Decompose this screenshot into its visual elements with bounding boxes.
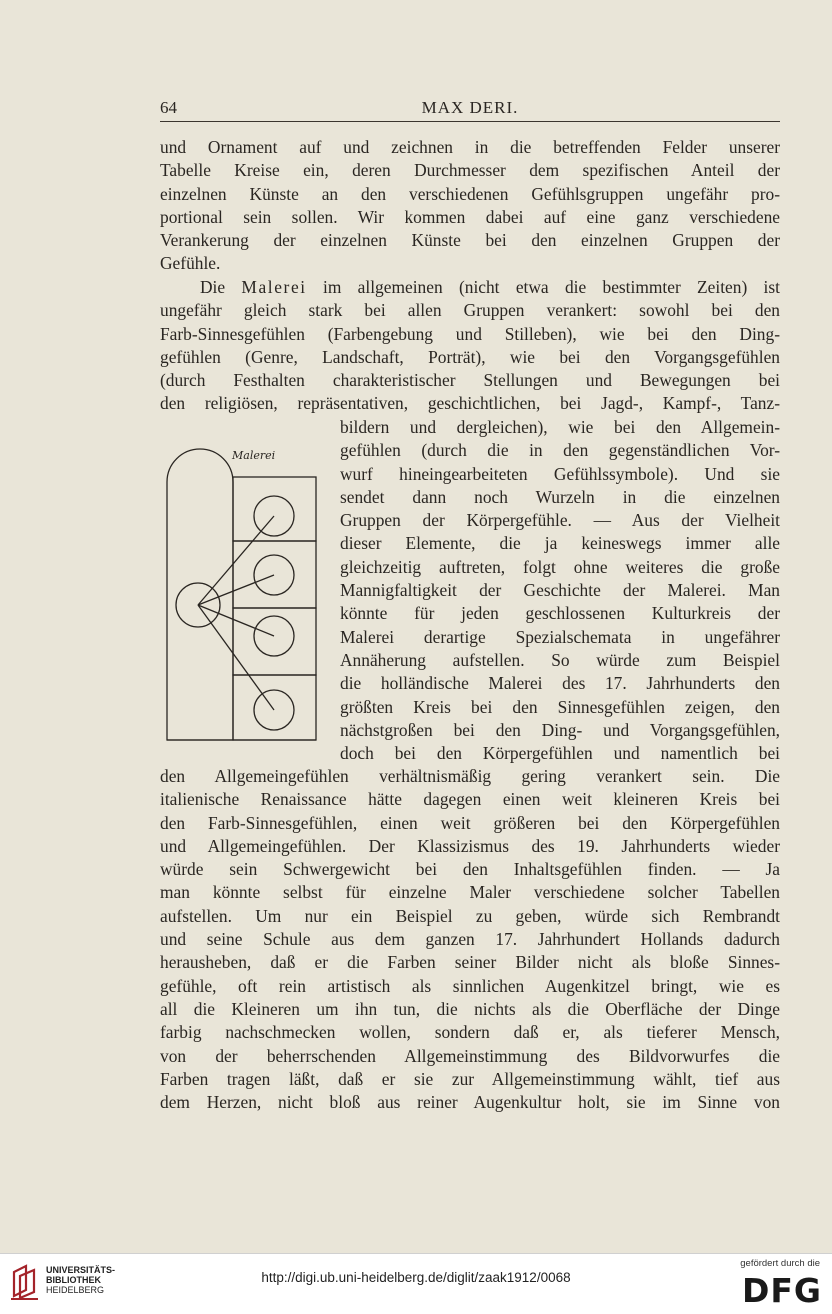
grid-cell-3 xyxy=(233,608,316,675)
text-line: einzelnen Künste an den verschiedenen Gefühlsgruppen ungefähr pro- xyxy=(160,183,780,204)
text-line: größten Kreis bei den Sinnesgefühlen zeigen, den xyxy=(340,696,780,717)
text-line: und seine Schule aus dem ganzen 17. Jahrhundert Hollands dadurch xyxy=(160,929,780,950)
text-line: und Allgemeingefühlen. Der Klassizismus des 19. Jahrhunderts wieder xyxy=(160,835,780,856)
dfg-logo[interactable]: DFG xyxy=(741,1271,822,1310)
paragraph-1 xyxy=(160,136,780,276)
text-line: Gefühle. xyxy=(160,253,221,274)
text-line: Farben tragen läßt, daß er sie zur Allgemeinstimmung wählt, tief aus xyxy=(160,1068,780,1089)
text-line: dem Herzen, nicht bloß aus reiner Augenkultur holt, sie im Sinne von xyxy=(160,1092,780,1113)
text-line: Verankerung der einzelnen Künste bei den einzelnen Gruppen der xyxy=(160,230,780,251)
text-line: man könnte selbst für einzelne Maler verschiedene solcher Tabellen xyxy=(160,882,780,903)
text-line: herausheben, daß er die Farben seiner Bilder nicht als bloße Sinnes- xyxy=(160,952,780,973)
text-line: gefühlen (durch die in den gegenständlichen Vor- xyxy=(340,440,780,461)
running-title: MAX DERI. xyxy=(421,98,519,117)
text-line: farbig nachschmecken wollen, sondern daß er, als tieferer Mensch, xyxy=(160,1022,780,1043)
grid-cell-1 xyxy=(233,477,316,541)
header-rule xyxy=(160,121,780,122)
text-line: den Allgemeingefühlen verhältnismäßig gering verankert sein. Die xyxy=(160,766,780,786)
text-line: portional sein sollen. Wir kommen dabei auf eine ganz verschiedene xyxy=(160,206,780,227)
text-line: italienische Renaissance hätte dagegen einen weit kleineren Kreis bei xyxy=(160,789,780,810)
text-line: (durch Festhalten charakteristischer Stellungen und Bewegungen bei xyxy=(160,370,780,391)
footer-bar xyxy=(0,1253,832,1314)
text-line: gefühle, oft rein artistisch als sinnlichen Augenkitzel bringt, wie es xyxy=(160,975,780,996)
figure-label: Malerei xyxy=(232,449,276,462)
text-line: den Farb-Sinnesgefühlen, einen weit größeren bei den Körpergefühlen xyxy=(160,812,780,833)
text-line: wurf hineingearbeiteten Gefühlssymbole). Und sie xyxy=(340,463,780,484)
text-line: Mannigfaltigkeit der Geschichte der Malerei. Man xyxy=(340,580,780,601)
funded-by-label: gefördert durch die xyxy=(740,1258,820,1269)
malerei-diagram xyxy=(160,442,330,752)
emphasis-malerei: Malerei xyxy=(241,277,307,297)
text-line: Die Malerei im allgemeinen (nicht etwa die bestimmter Zeiten) ist xyxy=(200,277,780,297)
grid-cell-2 xyxy=(233,541,316,608)
paragraph-2-wrap xyxy=(340,416,780,765)
text-line: von der beherrschenden Allgemeinstimmung des Bildvorwurfes die xyxy=(160,1045,780,1066)
text-line: Malerei derartige Spezialschemata in ungefährer xyxy=(340,626,780,647)
text-line: all die Kleineren um ihn tun, die nichts als die Oberfläche der Dinge xyxy=(160,998,780,1019)
library-name[interactable]: UNIVERSITÄTS- BIBLIOTHEK HEIDELBERG xyxy=(46,1265,116,1295)
text-line: aufstellen. Um nur ein Beispiel zu geben, würde sich Rembrandt xyxy=(160,905,780,926)
text-line: Tabelle Kreise ein, deren Durchmesser dem spezifischen Anteil der xyxy=(160,160,780,181)
text-line: den religiösen, repräsentativen, geschichtlichen, bei Jagd-, Kampf-, Tanz- xyxy=(160,393,780,414)
connector-line xyxy=(198,575,274,605)
text-line: und Ornament auf und zeichnen in die betreffenden Felder unserer xyxy=(160,137,780,157)
text-line: gleichzeitig auftreten, folgt ohne weiteres die große xyxy=(340,556,780,577)
running-header xyxy=(160,98,780,120)
text-line: die holländische Malerei des 17. Jahrhunderts den xyxy=(340,673,780,694)
paragraph-2-intro xyxy=(160,276,780,416)
text-line: könnte für jeden geschlossenen Kulturkreis der xyxy=(340,603,780,624)
text-line: würde sein Schwergewicht bei den Inhaltsgefühlen finden. — Ja xyxy=(160,859,780,880)
permalink-url[interactable]: http://digi.ub.uni-heidelberg.de/diglit/zaak1912/0068 xyxy=(261,1270,571,1285)
text-line: dieser Elemente, die ja keineswegs immer alle xyxy=(340,533,780,554)
text-line: ungefähr gleich stark bei allen Gruppen verankert: sowohl bei den xyxy=(160,300,780,321)
page-number: 64 xyxy=(160,98,177,117)
paragraph-2-rest xyxy=(160,765,780,1114)
text-line: doch bei den Körpergefühlen und namentlich bei xyxy=(340,743,780,764)
text-line: sendet dann noch Wurzeln in die einzelnen xyxy=(340,486,780,507)
text-line: Annäherung aufstellen. So würde zum Beispiel xyxy=(340,649,780,670)
text-line: gefühlen (Genre, Landschaft, Porträt), wie bei den Vorgangsgefühlen xyxy=(160,346,780,367)
text-line: bildern und dergleichen), wie bei den Allgemein- xyxy=(340,417,780,437)
text-line: nächstgroßen bei den Ding- und Vorgangsgefühlen, xyxy=(340,719,780,740)
text-line: Farb-Sinnesgefühlen (Farbengebung und Stilleben), wie bei den Ding- xyxy=(160,323,780,344)
text-line: Gruppen der Körpergefühle. — Aus der Vielheit xyxy=(340,510,780,531)
